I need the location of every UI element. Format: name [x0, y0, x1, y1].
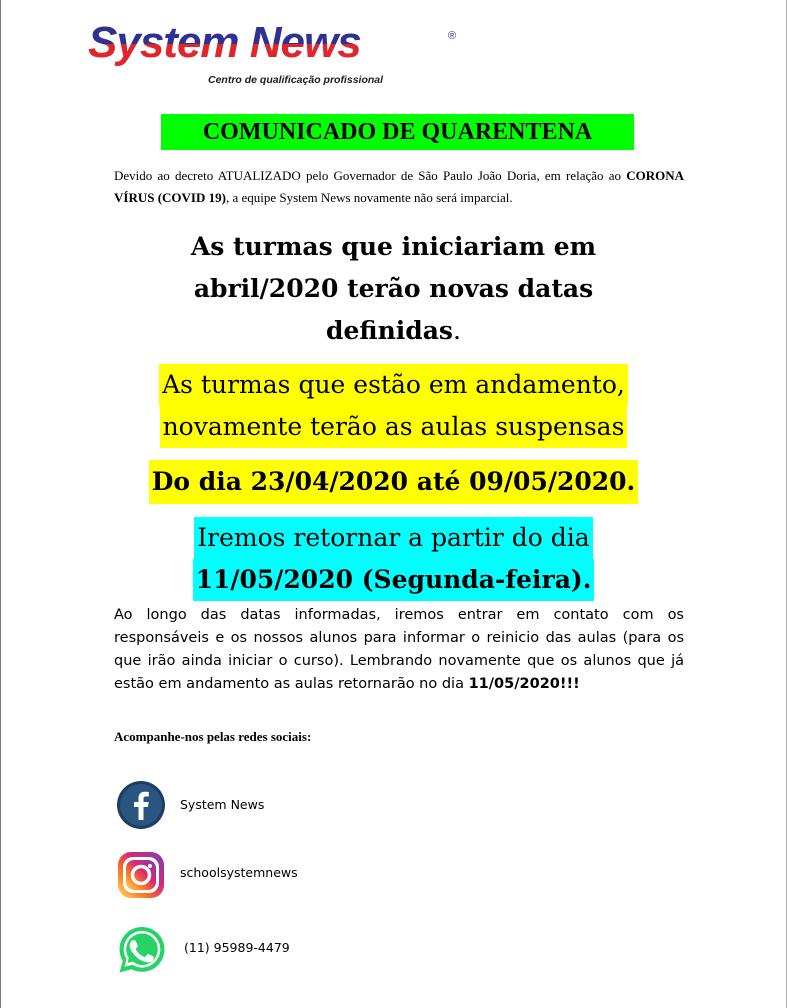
suspension-period: Do dia 23/04/2020 até 09/05/2020.: [149, 460, 639, 504]
announcement-line-1: As turmas que iniciariam em: [190, 232, 597, 261]
return-line-1: Iremos retornar a partir do dia: [194, 517, 592, 559]
system-news-logo: [88, 18, 457, 90]
page-title: COMUNICADO DE QUARENTENA: [161, 114, 634, 150]
intro-paragraph: [114, 165, 684, 209]
follow-us-label: Acompanhe-nos pelas redes sociais:: [114, 729, 312, 744]
announcement-block: [0, 226, 787, 352]
facebook-link[interactable]: [116, 780, 616, 836]
facebook-label: System News: [180, 797, 265, 812]
intro-text-2: , a equipe System News novamente não será imparcial.: [225, 190, 513, 205]
logo-brand: System News: [88, 18, 361, 67]
facebook-icon[interactable]: [116, 780, 166, 830]
info-paragraph-text: Ao longo das datas informadas, iremos entrar em contato com os responsáveis e os nossos alunos para informar o reinicio das aulas (para os que irão ainda iniciar o curso). Lembrando novamente que os alunos que já estão em andamento as aulas retornarão no dia: [114, 607, 684, 692]
whatsapp-label: (11) 95989-4479: [184, 940, 290, 955]
return-block: [0, 517, 787, 601]
instagram-link[interactable]: [116, 850, 616, 906]
instagram-icon[interactable]: [116, 850, 166, 900]
intro-text-1: Devido ao decreto ATUALIZADO pelo Governador de São Paulo João Doria, em relação ao: [114, 168, 627, 183]
return-line-2: 11/05/2020 (Segunda-feira).: [193, 559, 595, 601]
suspension-line-1: As turmas que estão em andamento,: [159, 364, 628, 406]
period-block: [0, 460, 787, 504]
whatsapp-icon[interactable]: [116, 924, 168, 976]
logo-tagline: Centro de qualificação profissional: [208, 74, 384, 86]
whatsapp-link[interactable]: [116, 924, 616, 980]
info-paragraph-date: 11/05/2020!!!: [468, 676, 580, 692]
announcement-line-3-period: .: [453, 316, 461, 345]
announcement-line-3-text: definidas: [326, 316, 454, 345]
page-left-edge: [0, 0, 1, 1008]
instagram-label: schoolsystemnews: [180, 865, 298, 880]
logo-registered-mark: ®: [448, 30, 457, 42]
info-paragraph: [114, 604, 684, 696]
suspension-line-2: novamente terão as aulas suspensas: [160, 406, 628, 448]
intro-covid-bold: CORONA VÍRUS (COVID 19): [114, 168, 684, 205]
announcement-line-3: [0, 310, 787, 352]
suspension-block: [0, 364, 787, 448]
announcement-line-2: abril/2020 terão novas datas: [193, 274, 594, 303]
